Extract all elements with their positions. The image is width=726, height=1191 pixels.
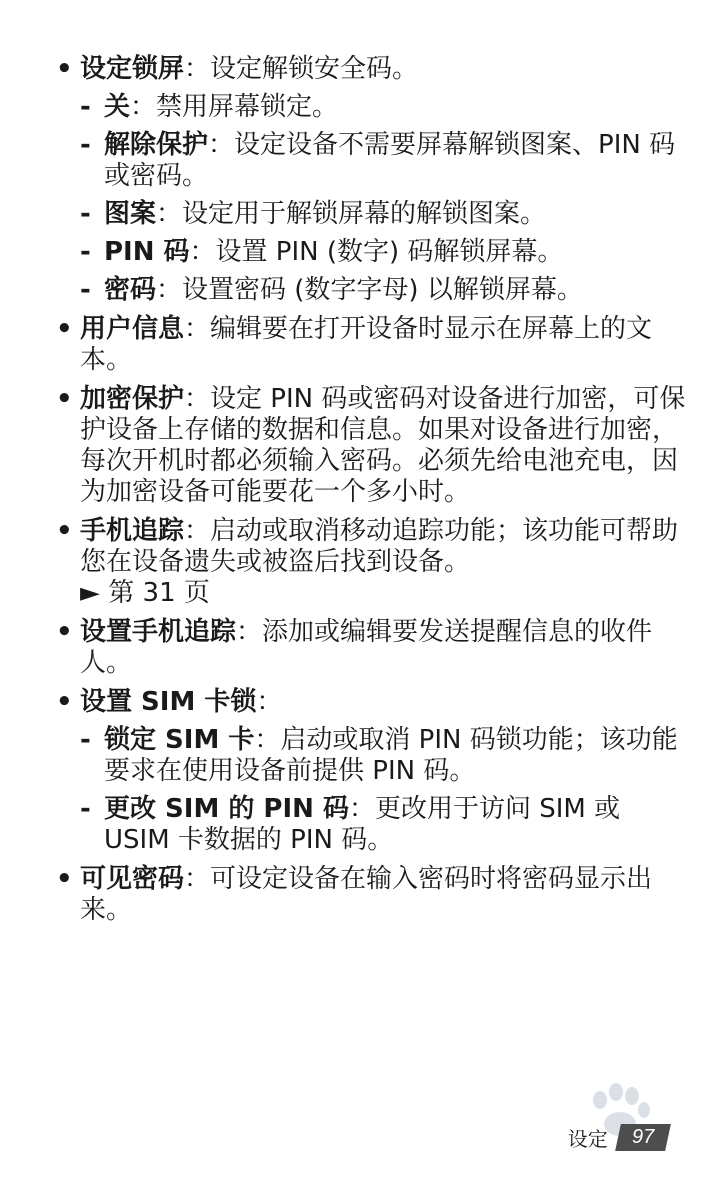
list-item-visible-password: [56, 864, 686, 926]
sub-item-pattern: [80, 199, 686, 230]
item-desc: ：可设定设备在输入密码时将密码显示出来。: [80, 864, 653, 925]
item-term: 设定锁屏: [80, 54, 185, 84]
bullet: •: [56, 687, 73, 717]
item-desc: ：添加或编辑要发送提醒信息的收件人。: [80, 617, 653, 678]
bullet: •: [56, 617, 73, 647]
settings-list: [56, 54, 686, 934]
sub-item-term: 密码: [104, 275, 157, 305]
sub-item-desc: ：设置 PIN (数字) 码解锁屏幕。: [189, 237, 564, 267]
bullet: •: [56, 54, 73, 84]
list-item-mobile-tracker: [56, 516, 686, 609]
item-desc: ：: [256, 687, 283, 717]
page-number-text: 97: [631, 1125, 654, 1148]
dash: -: [80, 794, 91, 824]
list-item-encryption: [56, 384, 686, 508]
item-term: 设置 SIM 卡锁: [80, 687, 257, 717]
dash: -: [80, 199, 91, 229]
item-term: 手机追踪: [80, 516, 185, 546]
section-name: 设定: [567, 1126, 608, 1151]
sub-item-term: PIN 码: [104, 237, 190, 267]
sub-item-term: 图案: [104, 199, 157, 229]
page-reference: ► 第 31 页: [80, 578, 210, 608]
sub-item-desc: ：更改用于访问 SIM 或 USIM 卡数据的 PIN 码。: [104, 794, 621, 855]
dash: -: [80, 92, 91, 122]
item-term: 可见密码: [80, 864, 185, 894]
item-desc: ：启动或取消移动追踪功能；该功能可帮助您在设备遗失或被盗后找到设备。: [80, 516, 679, 577]
sub-item-desc: ：设置密码 (数字字母) 以解锁屏幕。: [156, 275, 583, 305]
sub-item-lock-sim: [80, 725, 686, 787]
bullet: •: [56, 314, 73, 344]
sub-item-unlock: [80, 130, 686, 192]
item-desc: ：编辑要在打开设备时显示在屏幕上的文本。: [80, 314, 653, 375]
item-term: 用户信息: [80, 314, 185, 344]
dash: -: [80, 130, 91, 160]
item-desc: ：设定 PIN 码或密码对设备进行加密，可保护设备上存储的数据和信息。如果对设备进行加密，每次开机时都必须输入密码。必须先给电池充电，因为加密设备可能要花一个多小时。: [80, 384, 686, 507]
sub-item-none: [80, 92, 686, 123]
list-item-tracker-settings: [56, 617, 686, 679]
bullet: •: [56, 864, 73, 894]
sub-item-term: 解除保护: [104, 130, 209, 160]
list-item-screen-lock: [56, 54, 686, 306]
list-item-owner-info: [56, 314, 686, 376]
sub-item-term: 关: [104, 92, 131, 122]
list-item-sim-lock: [56, 687, 686, 856]
sub-item-desc: ：启动或取消 PIN 码锁功能；该功能要求在使用设备前提供 PIN 码。: [104, 725, 678, 786]
page-footer: [568, 1122, 668, 1152]
bullet: •: [56, 384, 73, 414]
dash: -: [80, 275, 91, 305]
sub-item-term: 锁定 SIM 卡: [104, 725, 255, 755]
sub-item-desc: ：设定设备不需要屏幕解锁图案、PIN 码或密码。: [104, 130, 676, 191]
sub-item-term: 更改 SIM 的 PIN 码: [104, 794, 349, 824]
sub-item-password: [80, 275, 686, 306]
sub-item-desc: ：禁用屏幕锁定。: [130, 92, 339, 122]
sub-item-desc: ：设定用于解锁屏幕的解锁图案。: [156, 199, 547, 229]
item-term: 设置手机追踪: [80, 617, 237, 647]
dash: -: [80, 237, 91, 267]
dash: -: [80, 725, 91, 755]
sub-item-change-sim-pin: [80, 794, 686, 856]
bullet: •: [56, 516, 73, 546]
sub-item-pin: [80, 237, 686, 268]
page-number: [615, 1124, 671, 1151]
item-term: 加密保护: [80, 384, 185, 414]
item-desc: ：设定解锁安全码。: [184, 54, 419, 84]
